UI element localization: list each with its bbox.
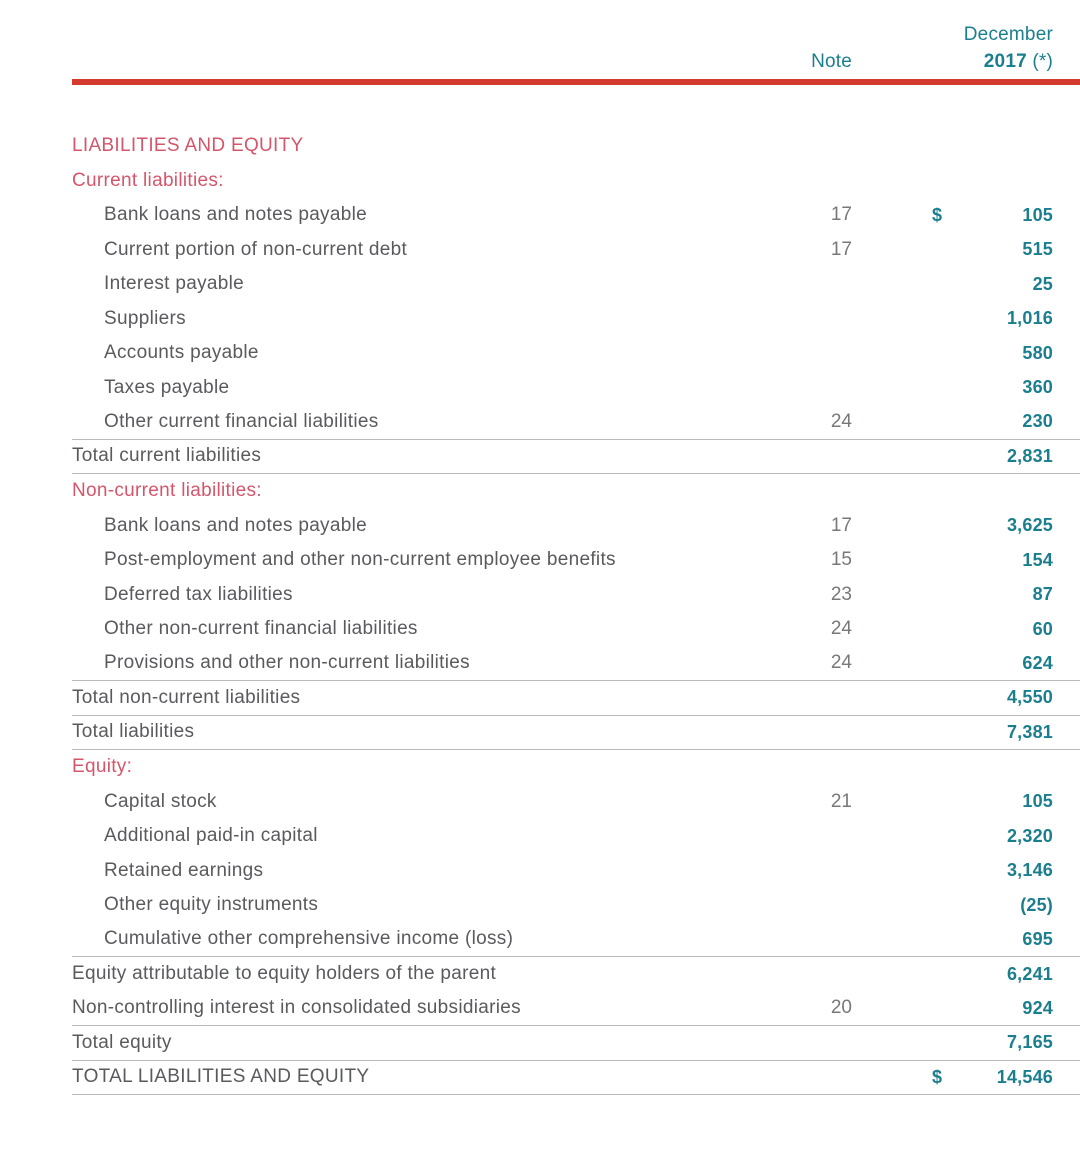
row-value: 924	[1022, 997, 1053, 1018]
row-label: Non-current liabilities:	[72, 480, 262, 502]
row-value-group	[932, 1032, 1080, 1053]
row-value-group	[932, 274, 1080, 295]
row-value-group	[932, 619, 1080, 640]
row-value-group	[932, 377, 1080, 398]
row-note: 23	[830, 583, 852, 605]
row-value-group	[932, 687, 1080, 708]
row-label: Equity:	[72, 756, 133, 778]
row-value: 105	[1022, 204, 1053, 225]
row-note: 24	[830, 652, 852, 674]
period-month: December	[963, 24, 1053, 45]
row-note: 24	[830, 410, 852, 432]
row-label: TOTAL LIABILITIES AND EQUITY	[72, 1066, 370, 1088]
table-row	[72, 1026, 1080, 1061]
table-row	[72, 819, 1080, 854]
row-label: Taxes payable	[104, 376, 230, 398]
row-label: Capital stock	[104, 790, 217, 812]
row-label: Other current financial liabilities	[104, 410, 379, 432]
table-row	[72, 371, 1080, 406]
table-body	[72, 129, 1080, 1095]
row-label: Accounts payable	[104, 342, 259, 364]
row-label: Post-employment and other non-current employee benefits	[104, 549, 616, 571]
row-value: 1,016	[1006, 308, 1053, 329]
row-value: 360	[1022, 377, 1053, 398]
row-value: 87	[1032, 584, 1053, 605]
row-label: Other equity instruments	[104, 894, 319, 916]
table-row	[72, 681, 1080, 716]
row-label: Total non-current liabilities	[72, 686, 301, 708]
table-row	[72, 923, 1080, 958]
row-value: 105	[1022, 791, 1053, 812]
row-value-group	[932, 1067, 1080, 1088]
table-row	[72, 854, 1080, 889]
row-note: 20	[830, 997, 852, 1019]
row-label: Total equity	[72, 1031, 172, 1053]
table-row	[72, 612, 1080, 647]
row-value: 154	[1022, 549, 1053, 570]
row-value-group	[932, 791, 1080, 812]
row-value-group	[932, 205, 1080, 226]
row-value-group	[932, 722, 1080, 743]
row-value-group	[932, 343, 1080, 364]
row-label: Other non-current financial liabilities	[104, 618, 418, 640]
row-value: 2,831	[1006, 445, 1053, 466]
row-value: 695	[1022, 928, 1053, 949]
table-row	[72, 198, 1080, 233]
balance-sheet-liabilities-equity	[72, 0, 1080, 1095]
currency-symbol: $	[932, 204, 943, 225]
period-year-line	[932, 48, 1053, 75]
row-label: Cumulative other comprehensive income (loss)	[104, 928, 514, 950]
row-note: 17	[830, 238, 852, 260]
row-value: 3,625	[1006, 515, 1053, 536]
row-value-group	[932, 826, 1080, 847]
table-header	[72, 0, 1080, 75]
row-value: 7,165	[1006, 1032, 1053, 1053]
table-row	[72, 405, 1080, 440]
row-note: 15	[830, 549, 852, 571]
row-value: 230	[1022, 411, 1053, 432]
row-label: Additional paid-in capital	[104, 825, 318, 847]
row-label: Total current liabilities	[72, 445, 262, 467]
period-year: 2017	[983, 51, 1027, 72]
row-label: Bank loans and notes payable	[104, 204, 367, 226]
row-value-group	[932, 446, 1080, 467]
row-value: 3,146	[1006, 860, 1053, 881]
note-column-header: Note	[811, 51, 852, 72]
row-value-group	[932, 515, 1080, 536]
row-label: Current liabilities:	[72, 169, 224, 191]
row-note: 17	[830, 514, 852, 536]
row-label: LIABILITIES AND EQUITY	[72, 135, 304, 157]
row-value: 25	[1032, 273, 1053, 294]
row-value-group	[932, 860, 1080, 881]
table-row	[72, 750, 1080, 785]
row-value-group	[932, 411, 1080, 432]
row-label: Interest payable	[104, 273, 244, 295]
row-label: Provisions and other non-current liabilities	[104, 652, 470, 674]
table-row	[72, 440, 1080, 475]
table-row	[72, 716, 1080, 751]
row-value-group	[932, 239, 1080, 260]
table-row	[72, 267, 1080, 302]
row-note: 17	[830, 204, 852, 226]
row-label: Suppliers	[104, 307, 186, 329]
row-value: 515	[1022, 239, 1053, 260]
row-value-group	[932, 929, 1080, 950]
table-row	[72, 336, 1080, 371]
row-note: 21	[830, 790, 852, 812]
row-label: Deferred tax liabilities	[104, 583, 293, 605]
row-value: 7,381	[1006, 721, 1053, 742]
row-label: Retained earnings	[104, 859, 264, 881]
row-label: Non-controlling interest in consolidated subsidiaries	[72, 997, 521, 1019]
table-row	[72, 888, 1080, 923]
table-row	[72, 509, 1080, 544]
table-row	[72, 992, 1080, 1027]
row-value: 624	[1022, 652, 1053, 673]
row-value: 580	[1022, 342, 1053, 363]
table-row	[72, 474, 1080, 509]
row-value-group	[932, 584, 1080, 605]
table-row	[72, 785, 1080, 820]
table-row	[72, 1061, 1080, 1096]
row-value: 2,320	[1006, 825, 1053, 846]
table-row	[72, 233, 1080, 268]
table-row	[72, 578, 1080, 613]
row-value-group	[932, 550, 1080, 571]
row-note: 24	[830, 618, 852, 640]
row-value-group	[932, 308, 1080, 329]
table-row	[72, 164, 1080, 199]
period-suffix: (*)	[1032, 51, 1053, 72]
row-value: 6,241	[1006, 963, 1053, 984]
row-label: Current portion of non-current debt	[104, 238, 408, 260]
table-row	[72, 543, 1080, 578]
period-column-header	[932, 21, 1080, 75]
row-value-group	[932, 895, 1080, 916]
table-row	[72, 129, 1080, 164]
row-value: 60	[1032, 618, 1053, 639]
row-value-group	[932, 653, 1080, 674]
row-label: Total liabilities	[72, 721, 195, 743]
header-rule	[72, 79, 1080, 85]
table-row	[72, 302, 1080, 337]
table-row	[72, 957, 1080, 992]
row-value: 14,546	[996, 1066, 1053, 1087]
row-value-group	[932, 964, 1080, 985]
currency-symbol: $	[932, 1066, 943, 1087]
row-value: (25)	[1020, 894, 1053, 915]
row-value: 4,550	[1006, 687, 1053, 708]
table-row	[72, 647, 1080, 682]
row-value-group	[932, 998, 1080, 1019]
row-label: Bank loans and notes payable	[104, 514, 367, 536]
row-label: Equity attributable to equity holders of the parent	[72, 963, 497, 985]
